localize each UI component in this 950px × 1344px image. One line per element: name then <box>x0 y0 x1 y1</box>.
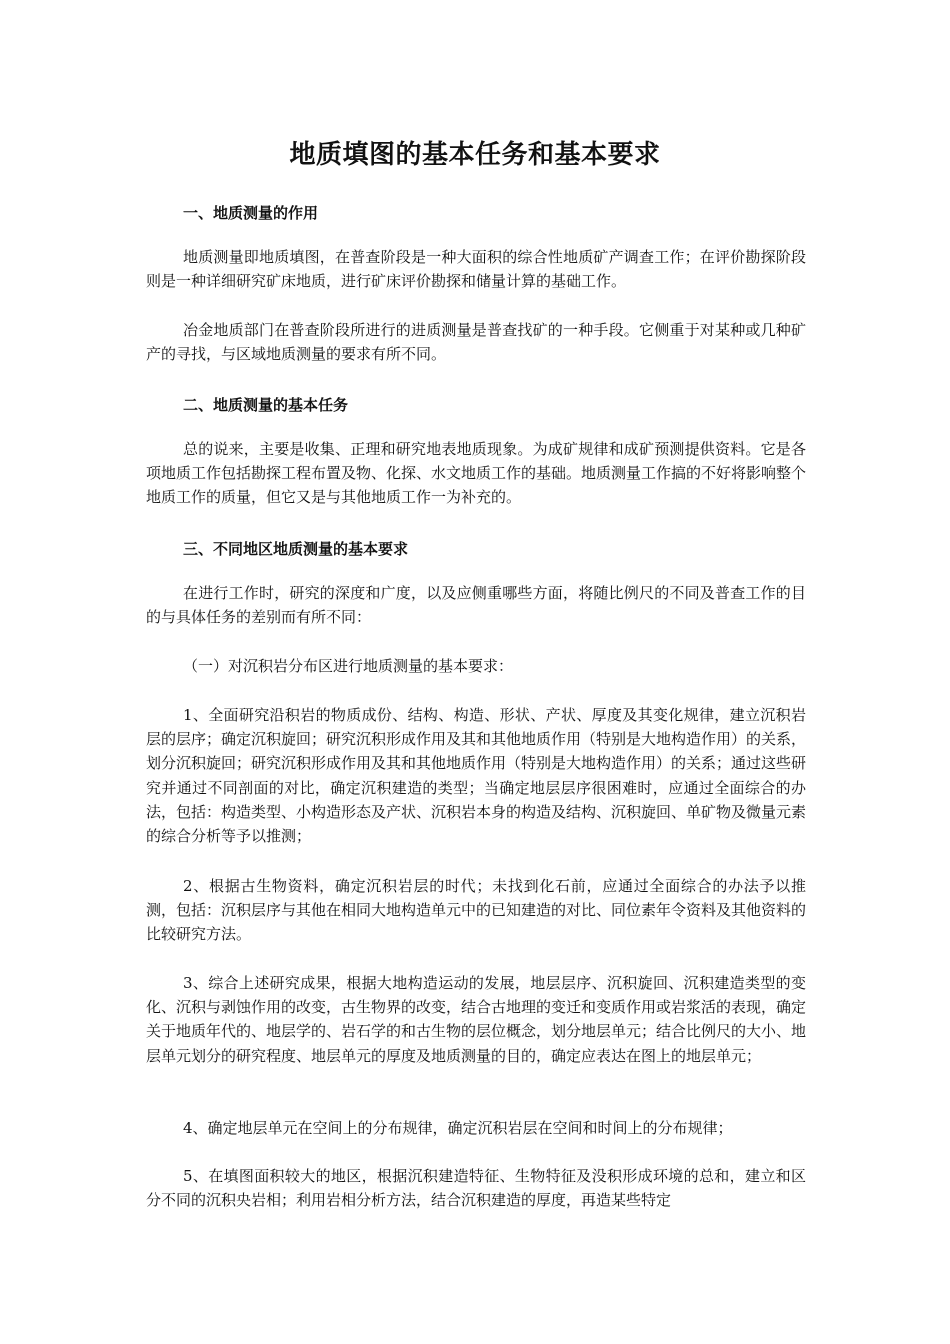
section-heading-role: 一、地质测量的作用 <box>183 204 319 222</box>
list-paragraph: 5、在填图面积较大的地区，根据沉积建造特征、生物特征及没积形成环境的总和，建立和区分不同的沉积央岩相；利用岩相分析方法，结合沉积建造的厚度，再造某些特定 <box>146 1167 806 1210</box>
paragraph: 总的说来，主要是收集、正理和研究地表地质现象。为成矿规律和成矿预测提供资料。它是各项地质工作包括勘探工程布置及物、化探、水文地质工作的基础。地质测量工作搞的不好将影响整个地质工作的质量，但它又是与其他地质工作一为补充的。 <box>146 440 807 507</box>
list-paragraph: 1、全面研究沿积岩的物质成份、结构、构造、形状、产状、厚度及其变化规律，建立沉积岩层的层序；确定沉积旋回；研究沉积形成作用及其和其他地质作用（特别是大地构造作用）的关系，划分沉积旋回；研究沉积形成作用及其和其他地质作用（特别是大地构造作用）的关系；通过这些研究并通过不同剖面的对比，确定沉积建造的类型；当确定地层层序很困难时，应通过全面综合的办法，包括：构造类型、小构造形态及产状、沉积岩本身的构造及结构、沉积旋回、单矿物及微量元素的综合分析等予以推测； <box>146 706 807 846</box>
section-heading-requirements: 三、不同地区地质测量的基本要求 <box>183 540 409 558</box>
paragraph: 冶金地质部门在普查阶段所进行的进质测量是普查找矿的一种手段。它侧重于对某种或几种矿产的寻找，与区域地质测量的要求有所不同。 <box>146 321 806 364</box>
list-paragraph: 4、确定地层单元在空间上的分布规律，确定沉积岩层在空间和时间上的分布规律； <box>183 1119 733 1137</box>
paragraph: 在进行工作时，研究的深度和广度，以及应侧重哪些方面，将随比例尺的不同及普查工作的目的与具体任务的差别而有所不同： <box>146 584 806 627</box>
paragraph: 地质测量即地质填图，在普查阶段是一种大面积的综合性地质矿产调查工作；在评价勘探阶段则是一种详细研究矿床地质，进行矿床评价勘探和储量计算的基础工作。 <box>146 248 806 291</box>
list-paragraph: 3、综合上述研究成果，根据大地构造运动的发展，地层层序、沉积旋回、沉积建造类型的变化、沉积与剥蚀作用的改变，古生物界的改变，结合古地理的变迁和变质作用或岩浆活的表现，确定关于地质年代的、地层学的、岩石学的和古生物的层位概念，划分地层单元；结合比例尺的大小、地层单元划分的研究程度、地层单元的厚度及地质测量的目的，确定应表达在图上的地层单元； <box>146 974 807 1065</box>
list-paragraph: 2、根据古生物资料，确定沉积岩层的时代；未找到化石前，应通过全面综合的办法予以推测，包括：沉积层序与其他在相同大地构造单元中的已知建造的对比、同位素年令资料及其他资料的比较研究方法。 <box>146 877 807 944</box>
subheading-paragraph: （一）对沉积岩分布区进行地质测量的基本要求： <box>183 657 514 675</box>
section-heading-tasks: 二、地质测量的基本任务 <box>183 396 349 414</box>
page-title: 地质填图的基本任务和基本要求 <box>289 140 661 170</box>
